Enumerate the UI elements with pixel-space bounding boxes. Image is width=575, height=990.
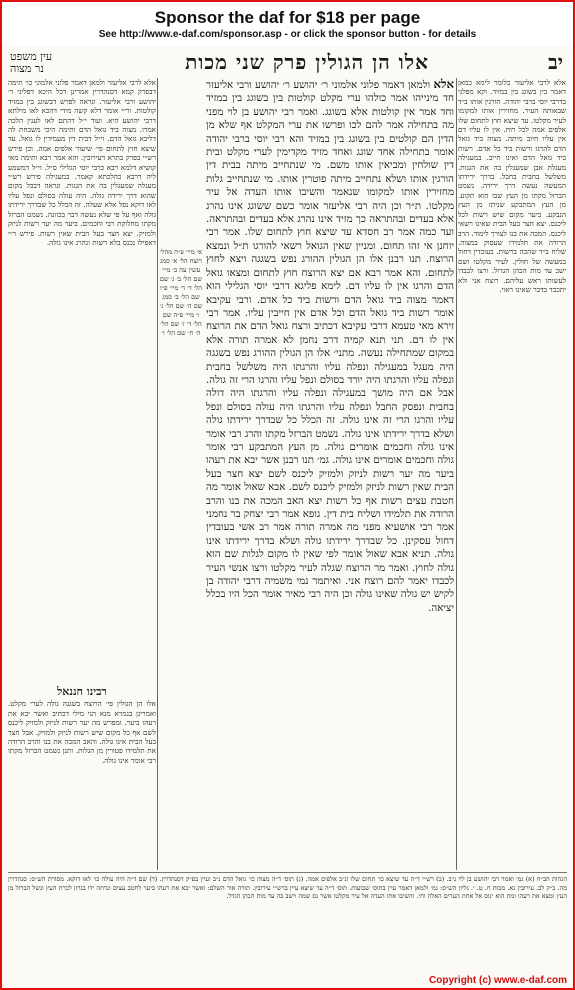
rashi-text: אלא לרבי אליעזר כלומר לימא כמאן דאמר בין בשוגג בין במזיד. וקא מפלגי בדרבי יוסי ברבי יהודה. הורגין אותו ב״ד שבאותה העיר. מחזירין אותו למקומו לעיר מקלטו. עד שיצא חוץ לתחום שלו אלפים אמה לכל רוח. אין לו עליו דם אין עליו חיוב מיתה. מצוה ביד גואל הדם להרגו ורשות ביד כל אדם. רשות ביד גואל הדם ואינו חייב. במעגילה מעגלת אבן שמעגלין בה את הגגות. משלשל בחבית בחבל. בדרך ירידתו המעשה נעשה דרך ירידה. נשמט הברזל מקתו מן העץ שבו הוא תקוע. מן העץ המתבקע שניתז מן העץ הנבקע. ביער מקום שיש רשות לכל ליכנס. יצא חצר בעל הבית שאינו רשאי ליכנס. המכה את בנו לצורך לימוד. הרב הרודה את תלמידו שעסוק במצוה. שליח ב״ד שהכה ברשות. בעובדין דחול במעשה של חולין. לעיר מקלטו ושם ישב עד מות הכהן הגדול. ורצו לכבדו לעשותו ראש עליהם. רוצח אני ולא יתכבד בדבר שאינו ראוי. <box>458 78 566 294</box>
gemara-column <box>206 78 454 868</box>
perek-header: אלו הן הגולין פרק שני מכות <box>185 50 429 74</box>
talmud-page <box>6 48 569 970</box>
daf-number: יב <box>548 50 563 74</box>
sponsor-banner[interactable] <box>2 2 573 46</box>
ein-mishpat-title: עין משפט <box>10 50 53 63</box>
ner-mitzvah-title: נר מצוה <box>10 62 44 75</box>
gemara-opening-word: אלא <box>433 78 454 91</box>
column-divider <box>456 78 457 870</box>
ein-mishpat-margin <box>158 248 204 668</box>
rashi-column <box>458 78 566 868</box>
copyright-link[interactable]: Copyright (c) www.e-daf.com <box>429 975 567 986</box>
rabbeinu-chananel-text: אלו הן הגולין פי׳ הרוצח בשגגה גולה לערי מקלט. ואמרינן בגמרא מנא הני מילי דכתיב ואשר יבא את רעהו ביער. ומפרש מה יער רשות לניזק ולמזיק ליכנס לשם אף כל מקום שיש רשות לניזק ולמזיק. אבל חצר בעל הבית אינו גולה. והאב המכה את בנו והרב הרודה את תלמידו פטורין מן הגלות. ותנן נשמט הברזל מקתו רבי אומר אינו גולה. <box>8 699 156 765</box>
tosafot-column <box>8 78 156 683</box>
banner-subtitle[interactable]: See http://www.e-daf.com/sponsor.asp - or click the sponsor button - for details <box>98 29 477 40</box>
ein-mishpat-notes: א׳ מיי׳ פ״ה מהל׳ רוצח הל׳ א׳ סמג עשין עה ב׳ מיי׳ שם הל׳ ב׳ ג׳ שם הל׳ ד׳ ד׳ מיי׳ פ״ו שם הל׳ ב׳ סמג שם ה׳ שם הל׳ ג׳ ו׳ מיי׳ פ״ה שם הל׳ ד׳ ז׳ שם הל׳ ה׳ ח׳ שם הל׳ ו׳ <box>159 248 203 337</box>
gemara-text: ולמאן דאמר פלוני אלמוני ר׳ יהושע ר׳ יהושע ורבי אליעזר חד מינייהו אמר כולהו ערי מקלט קולטות בין בשוגג בין במזיד וחד אמר אין קולטות אלא בשוגג. ואמר רבי יהושע בן לוי מפני מה בתחילה אמר להם לכו ופרשו את ערי המקלט אף שלא מן הדין הם קולטים בין בשוגג בין במזיד והא רבי יוסי ברבי יהודה אומר בתחילה אחד שוגג ואחד מזיד מקדימין לערי מקלט ובית דין שולחין ומביאין אותו משם. מי שנתחייב מיתה בבית דין הורגין אותו ושלא נתחייב מיתה פוטרין אותו. מי שנתחייב גלות מחזירין אותו למקומו שנאמר והשיבו אותו העדה אל עיר מקלטו. ת״ר וכן היה רבי אליעזר אומר כשם ששוגג אינו נהרג אלא בעדים ובהתראה כך מזיד אינו נהרג אלא בעדים ובהתראה. ועד כמה אמר רב חסדא עד שיצא חוץ לתחום שלו. אמר רבי יוחנן אי זהו תחום. ומניין שאין הגואל רשאי להורגו ת״ל ונמצא הרוצח. תנו רבנן אלו הן הגולין ההורג נפש בשגגה ויצא לחוץ לתחום. והא אמר רבא אם יצא הרוצח חוץ לתחום ומצאו גואל הדם והרגו אין לו עליו דם. לימא פליגא דרבי יוסי הגלילי הוא דאמר מצוה ביד גואל הדם ורשות ביד כל אדם. ורבי עקיבא אומר רשות ביד גואל הדם וכל אדם אין חייבין עליו. אמר רבי זירא מאי טעמא דרבי עקיבא דכתיב ורצח גואל הדם את הרוצח אין לו דם. תני תנא קמיה דרב נחמן לא אמרה תורה אלא במקום שמתחילה נעשה. מתני׳ אלו הן הגולין ההורג נפש בשגגה היה מעגל במעגילה ונפלה עליו והרגתו היה משלשל בחבית ונפלה עליו והרגתו היה יורד בסולם ונפל עליו והרגו הרי זה גולה. אבל אם היה מושך במעגילה ונפלה עליו והרגתו היה דולה בחבית ונפסק החבל ונפלה עליו והרגתו היה עולה בסולם ונפל עליו והרגו הרי זה אינו גולה. זה הכלל כל שבדרך ירידתו גולה ושלא בדרך ירידתו אינו גולה. נשמט הברזל מקתו והרג רבי אומר אינו גולה וחכמים אומרים גולה. מן העץ המתבקע רבי אומר גולה וחכמים אומרים אינו גולה. גמ׳ תנו רבנן אשר יבא את רעהו ביער מה יער רשות לניזק ולמזיק ליכנס לשם יצא חצר בעל הבית שאין רשות לניזק ולמזיק ליכנס לשם. אבא שאול אומר מה חטבת עצים רשות אף כל רשות יצא האב המכה את בנו והרב הרודה את תלמידו ושליח בית דין. גופא אמר רבי יצחק בר נחמני אמר רבי אושעיא מפני מה אמרה תורה אמר רב אשי בעובדין דחול עסקינן. כל שבדרך ירידתו גולה ושלא בדרך ירידתו אינו גולה. תניא אבא שאול אומר לפי שאין לו מקום לגלות שם הוא גולה לחוץ. ואמר מר הרוצח שגלה לעיר מקלטו ורצו אנשי העיר לכבדו יאמר להם רוצח אני. ואיתמר נמי משמיה דרבי יהודה בן לקיש יש גולה שאינו גולה וכן היה רבי מאיר אומר הכל היו בכלל יציאה. <box>206 80 454 614</box>
gemara-body <box>206 78 454 615</box>
hagahot-text: הגהות הב״ח (א) גמ׳ ואמר רבי יהושע בן לוי נ״ב. (ב) רש״י ד״ה עד שיצא כו׳ תחום שלו ונ״ב אלפים אמה. (ג) תוס׳ ד״ה מצוה כו׳ גואל הדם נ״ב ועיין בפ״ק דסנהדרין. (ד) שם ד״ה היה עולה כו׳ לאו דוקא. מסורת הש״ס: סנהדרין מה. ב״ק לב. עירובין נא. מכות ח. ט. י. גליון הש״ס: גמ׳ ולמאן דאמר עיין בתוס׳ שבועות. תוס׳ ד״ה עד שיצא עיין ברש״י עירובין. תורה אור השלם: ואשר יבא את רעהו ביער לחטב עצים ונדחה ידו בגרזן לכרת העץ ונשל הברזל מן העץ ומצא את רעהו ומת הוא ינוס אל אחת הערים האלה וחי. והשיבו אתו העדה אל עיר מקלטו אשר נס שמה וישב בה עד מות הכהן הגדל. <box>8 875 567 900</box>
rabbeinu-chananel-column <box>8 684 156 869</box>
rabbeinu-chananel-title: רבינו חננאל <box>57 685 107 698</box>
banner-title[interactable]: Sponsor the daf for $18 per page <box>154 8 421 27</box>
bottom-notes <box>8 872 567 990</box>
ein-mishpat-header <box>10 51 52 75</box>
tosafot-text: אלא לרבי אליעזר ולמאן דאמר פלוני אלמוני כו׳ תימה דבפרק קמא דסנהדרין אמרינן דכל היכא דפליגי ר׳ יהושע ורבי אליעזר. ונראה לפרש דבשוגג בין במזיד קולטות. ור״י אומר דלא קשה מידי דהכא לאו מילתא דרבי יהושע היא. ועוד י״ל דהתם לאו לענין הלכה אמרו. מצוה ביד גואל הדם ותימה היכי משכחת לה דליכא גואל הדם. וי״ל דבית דין מעמידין לו גואל. עד שיצא חוץ לתחום פי׳ שיעור אלפים אמה. וכן פירש רש״י בפרק בתרא דעירובין. והא אמר רבא ותימה מאי קושיא דלמא רבא כרבי יוסי הגלילי ס״ל. וי״ל דמשמע ליה דרבא כהלכתא קאמר. במעגילה פירש רש״י מעגלה שמעגלין בה את הגגות. ונראה דבכל מקום שהוא דרך ירידה גולה. היה עולה בסולם ונפל עליו לאו דוקא נפל אלא שעלה. זה הכלל כל שבדרך ירידתו גולה ואף על פי שלא נעשה דבר בכוונה. נשמט הברזל מקתו מחלוקת רבי וחכמים. ביער מה יער רשות לניזק ולמזיק. יצא חצר בעל הבית שאין רשות. פירש ר״י דאפילו נכנס בלא רשות ונהרג אינו גולה. <box>8 78 156 247</box>
page-header <box>6 48 569 76</box>
